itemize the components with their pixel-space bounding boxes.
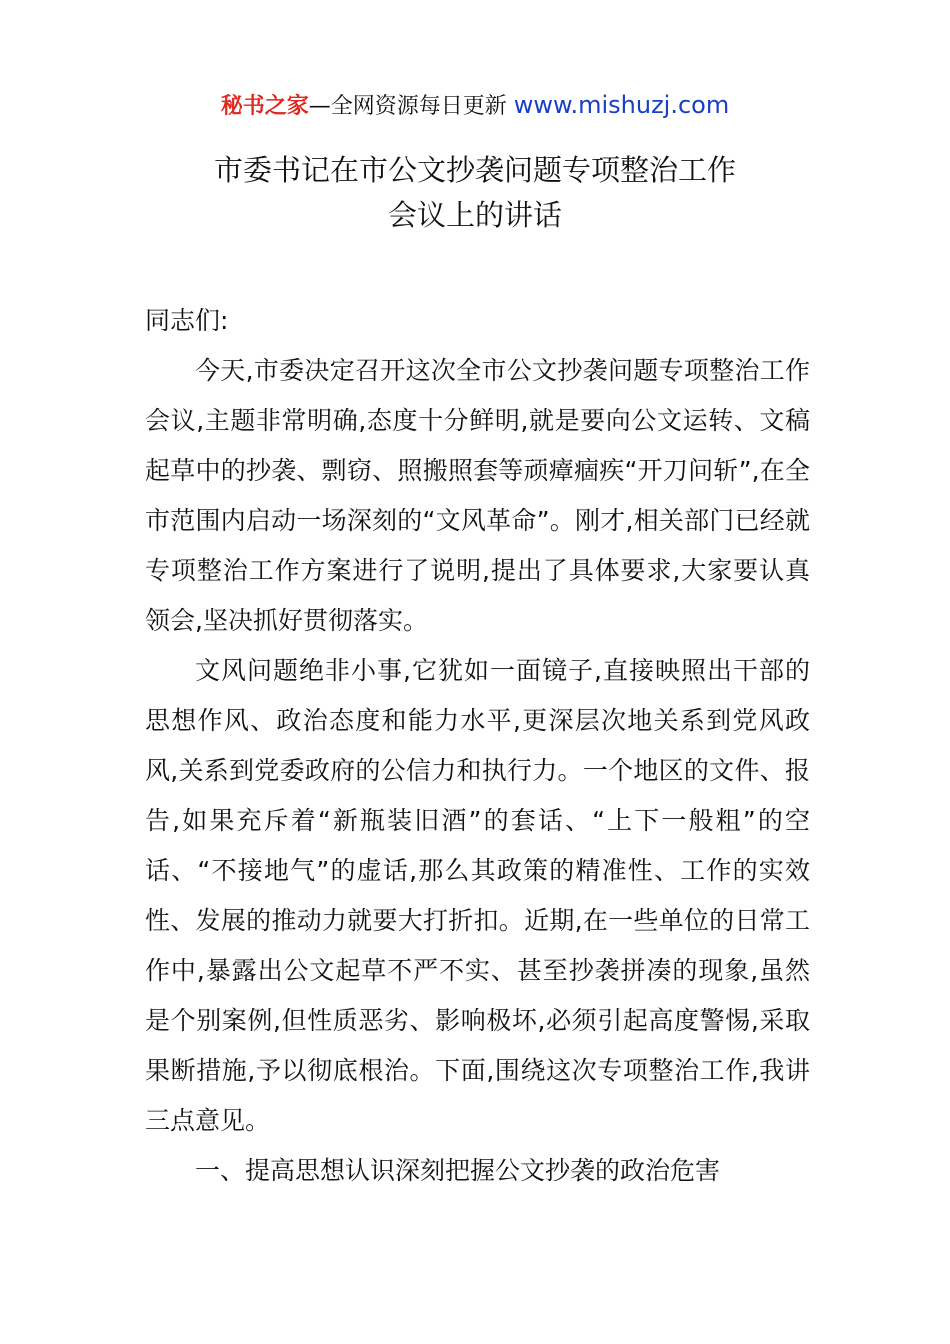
document-title xyxy=(0,148,950,238)
salutation: 同志们: xyxy=(145,306,229,335)
site-url-link[interactable]: www.mishuzj.com xyxy=(513,91,730,119)
brand-name: 秘书之家 xyxy=(220,94,309,119)
document-body xyxy=(145,296,810,1196)
paragraph-1: 今天,市委决定召开这次全市公文抄袭问题专项整治工作会议,主题非常明确,态度十分鲜明,就是要向公文运转、文稿起草中的抄袭、剽窃、照搬照套等顽瘴痼疾“开刀问斩”,在全市范围内启动一场深刻的“文风革命”。刚才,相关部门已经就专项整治工作方案进行了说明,提出了具体要求,大家要认真领会,坚决抓好贯彻落实。 xyxy=(145,356,810,635)
paragraph-2: 文风问题绝非小事,它犹如一面镜子,直接映照出干部的思想作风、政治态度和能力水平,更深层次地关系到党风政风,关系到党委政府的公信力和执行力。一个地区的文件、报告,如果充斥着“新瓶装旧酒”的套话、“上下一般粗”的空话、“不接地气”的虚话,那么其政策的精准性、工作的实效性、发展的推动力就要大打折扣。近期,在一些单位的日常工作中,暴露出公文起草不严不实、甚至抄袭拼凑的现象,虽然是个别案例,但性质恶劣、影响极坏,必须引起高度警惕,采取果断措施,予以彻底根治。下面,围绕这次专项整治工作,我讲三点意见。 xyxy=(145,656,810,1135)
title-line-2: 会议上的讲话 xyxy=(387,198,562,232)
header-tagline: —全网资源每日更新 xyxy=(308,94,514,119)
section-heading: 一、提高思想认识深刻把握公文抄袭的政治危害 xyxy=(195,1156,721,1185)
site-header xyxy=(0,90,950,122)
title-line-1: 市委书记在市公文抄袭问题专项整治工作 xyxy=(213,153,736,187)
